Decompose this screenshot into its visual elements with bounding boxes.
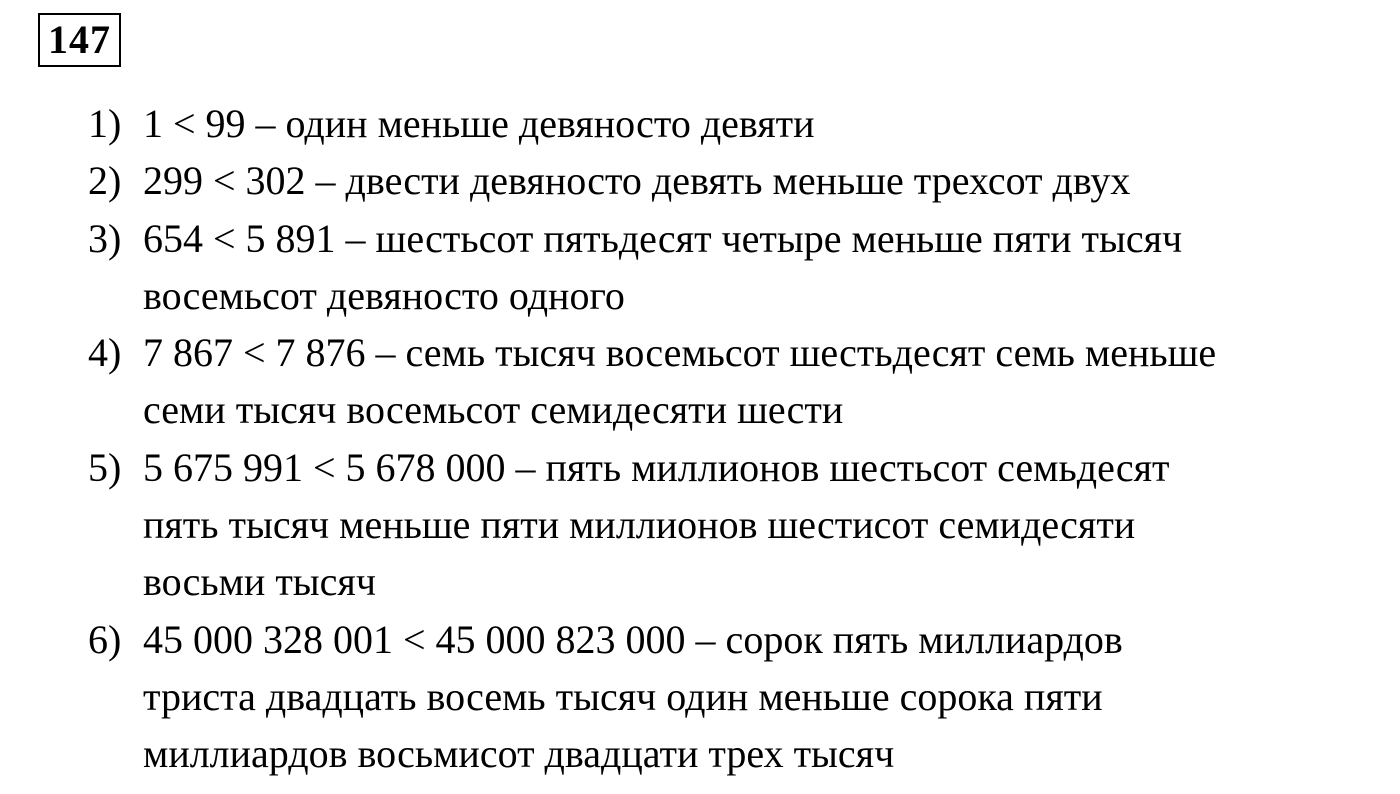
item-line: восемьсот девяносто одного [143, 272, 625, 318]
item-line: 299 < 302 – двести девяносто девять меньше трехсот двух [143, 158, 1131, 204]
item-number: 4) [88, 330, 122, 376]
item-number: 2) [88, 158, 122, 204]
list-item [88, 611, 1388, 783]
list-item [88, 152, 1388, 209]
item-line: миллиардов восьмисот двадцати трех тысяч [143, 731, 895, 777]
list-item [88, 95, 1388, 152]
item-text [143, 611, 1388, 783]
item-text [143, 210, 1388, 325]
list-item [88, 439, 1388, 611]
answer-list [88, 95, 1388, 783]
item-line: семи тысяч восемьсот семидесяти шести [143, 387, 844, 433]
item-line: 5 675 991 < 5 678 000 – пять миллионов шестьсот семьдесят [143, 444, 1170, 490]
item-line: пять тысяч меньше пяти миллионов шестисот семидесяти [143, 502, 1136, 548]
item-line: 7 867 < 7 876 – семь тысяч восемьсот шестьдесят семь меньше [143, 330, 1217, 376]
item-text [143, 439, 1388, 611]
item-line: восьми тысяч [143, 559, 376, 605]
list-item [88, 210, 1388, 325]
item-text [143, 324, 1388, 439]
list-item [88, 324, 1388, 439]
item-line: 1 < 99 – один меньше девяносто девяти [143, 101, 815, 146]
item-number: 1) [88, 101, 122, 146]
item-text [143, 95, 1388, 152]
item-text [143, 152, 1388, 209]
item-number: 6) [88, 616, 122, 662]
item-line: 654 < 5 891 – шестьсот пятьдесят четыре меньше пяти тысяч [143, 215, 1183, 261]
task-number-box: 147 [38, 13, 121, 67]
item-number: 3) [88, 215, 122, 261]
item-line: триста двадцать восемь тысяч один меньше сорока пяти [143, 673, 1103, 719]
item-number: 5) [88, 444, 122, 490]
item-line: 45 000 328 001 < 45 000 823 000 – сорок пять миллиардов [143, 616, 1123, 662]
